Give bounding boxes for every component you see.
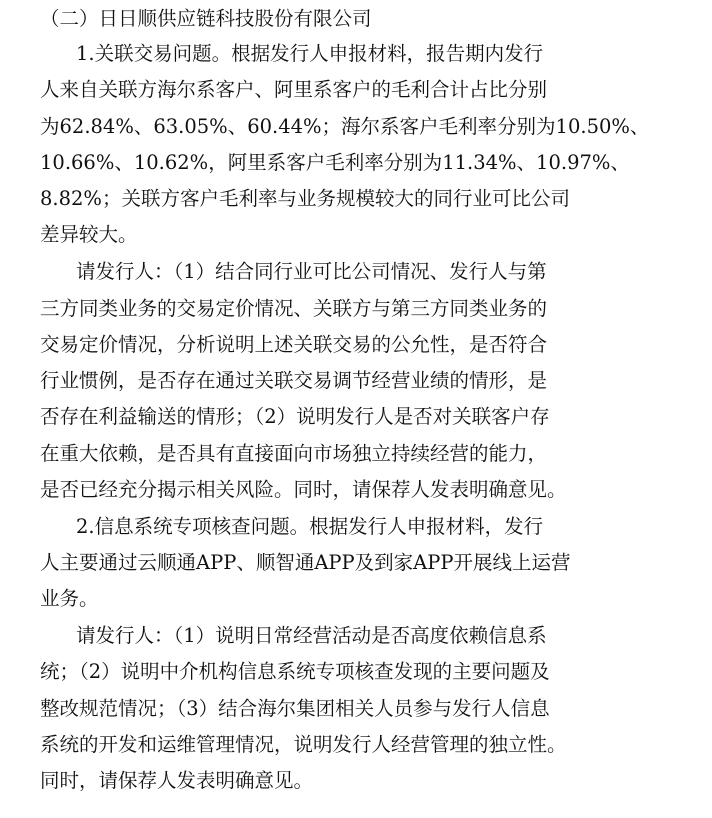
- paragraph-1-line-6: 差异较大。: [40, 223, 138, 246]
- section-heading: （二）日日顺供应链科技股份有限公司: [40, 7, 372, 30]
- paragraph-2-line-7: 是否已经充分揭示相关风险。同时，请保荐人发表明确意见。: [40, 478, 567, 501]
- paragraph-4-line-3: 整改规范情况；（3）结合海尔集团相关人员参与发行人信息: [40, 697, 550, 720]
- paragraph-1-line-4: 10.66%、10.62%，阿里系客户毛利率分别为11.34%、10.97%、: [40, 151, 630, 174]
- paragraph-1-line-1: 1.关联交易问题。根据发行人申报材料，报告期内发行: [76, 42, 544, 65]
- paragraph-4-line-5: 同时，请保荐人发表明确意见。: [40, 769, 314, 792]
- paragraph-4-line-2: 统；（2）说明中介机构信息系统专项核查发现的主要问题及: [40, 660, 550, 683]
- paragraph-4-line-4: 系统的开发和运维管理情况，说明发行人经营管理的独立性。: [40, 733, 567, 756]
- paragraph-3-line-1: 2.信息系统专项核查问题。根据发行人申报材料，发行: [76, 515, 544, 538]
- paragraph-2-line-6: 在重大依赖，是否具有直接面向市场独立持续经营的能力，: [40, 442, 548, 465]
- paragraph-2-line-2: 三方同类业务的交易定价情况、关联方与第三方同类业务的: [40, 297, 548, 320]
- paragraph-2-line-5: 否存在利益输送的情形；（2）说明发行人是否对关联客户存: [40, 405, 550, 428]
- paragraph-1-line-2: 人来自关联方海尔系客户、阿里系客户的毛利合计占比分别: [40, 78, 548, 101]
- paragraph-3-line-2: 人主要通过云顺通APP、顺智通APP及到家APP开展线上运营: [40, 551, 571, 574]
- paragraph-3-line-3: 业务。: [40, 587, 99, 610]
- paragraph-2-line-1: 请发行人：（1）结合同行业可比公司情况、发行人与第: [76, 260, 547, 283]
- paragraph-4-line-1: 请发行人：（1）说明日常经营活动是否高度依赖信息系: [76, 624, 547, 647]
- paragraph-1-line-5: 8.82%；关联方客户毛利率与业务规模较大的同行业可比公司: [40, 187, 570, 210]
- paragraph-2-line-4: 行业惯例，是否存在通过关联交易调节经营业绩的情形，是: [40, 369, 548, 392]
- paragraph-1-line-3: 为62.84%、63.05%、60.44%；海尔系客户毛利率分别为10.50%、: [40, 115, 650, 138]
- paragraph-2-line-3: 交易定价情况，分析说明上述关联交易的公允性，是否符合: [40, 333, 548, 356]
